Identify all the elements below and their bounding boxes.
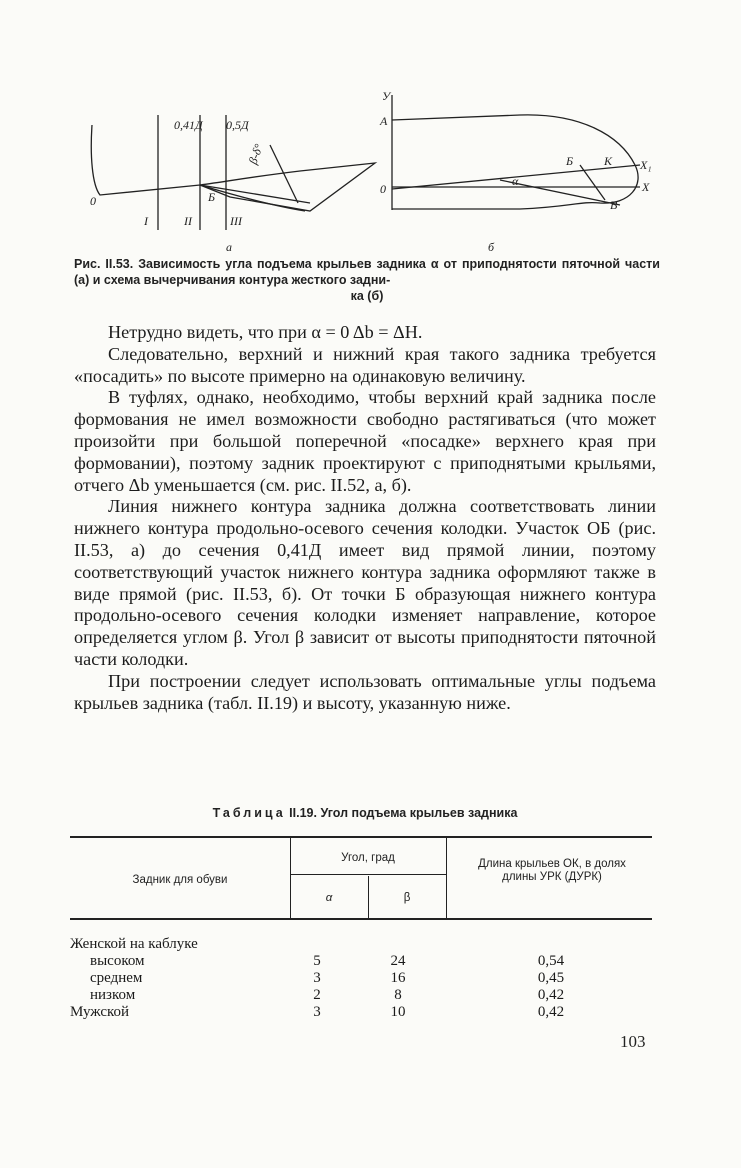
header-beta: β [403,892,411,904]
label-b-Y: У [382,89,391,103]
table-title-prefix: Таблица [212,806,286,820]
row-length: 0,42 [537,1004,565,1020]
row-alpha: 5 [313,953,321,969]
label-b-X: Х [642,180,650,194]
table-title [74,806,656,820]
paragraph-5: При построении следует использовать оптимальные углы подъема крыльев задника (табл. II.19) и высоту, указанную ниже. [74,670,656,713]
row-length: 0,45 [537,970,565,986]
table-row [70,936,652,953]
row-name: среднем [90,970,143,986]
row-alpha: 3 [313,970,321,986]
table-divider-1 [290,836,291,918]
row-name: низком [90,987,136,1003]
angle-table [70,836,652,1026]
table-sub-rule [290,874,446,875]
header-col1: Задник для обуви [132,874,228,886]
figure-caption [74,256,660,304]
table-divider-2 [446,836,447,918]
table-top-rule [70,836,652,838]
label-a-041: 0,41Д [174,118,203,132]
header-length: Длина крыльев ОК, в долях длины УРК (ДУРК) [478,858,626,883]
caption-last: ка (б) [350,289,384,303]
row-name: Мужской [70,1004,130,1020]
table-header-rule [70,918,652,920]
label-a-angle: β-δ° [245,142,266,167]
panel-a-label: а [226,240,232,254]
label-b-O: 0 [380,182,386,196]
label-b-A: А [380,114,388,128]
row-beta: 10 [390,1004,406,1020]
row-length: 0,54 [537,953,565,969]
paragraph-3: В туфлях, однако, необходимо, чтобы верхний край задника после формования не имел возможности свободно растягиваться (что может произойти при большой поперечной «посадке» верхнего края при формовании), поэтому задник проектируют с приподнятыми крыльями, отчего Δb уменьшается (см. рис. II.52, а, б). [74,387,656,495]
label-b-V: В [610,198,618,212]
label-b-X1: Х₁ [640,158,652,172]
label-a-B: Б [208,190,216,204]
table-row [70,970,652,987]
label-b-B: Б [566,154,574,168]
row-name: высоком [90,953,145,969]
row-beta: 8 [394,987,402,1003]
paragraph-2: Следовательно, верхний и нижний края такого задника требуется «посадить» по высоте примерно на одинаковую величину. [74,343,656,386]
label-b-K: К [604,154,612,168]
table-row [70,953,652,970]
body-text [74,322,656,714]
header-angle: Угол, град [341,852,395,864]
label-a-I: I [144,214,148,228]
paragraph-4: Линия нижнего контура задника должна соответствовать линии нижнего контура продольно-осевого сечения колодки. Участок ОБ (рис. II.53, а) до сечения 0,41Д имеет вид прямой линии, поэтому соответствующий участок нижнего контура задника оформляют также в виде прямой (рис. II.53, б). От точки Б образующая нижнего контура продольно-осевого сечения колодки изменяет направление, которое определяется углом β. Угол β зависит от высоты приподнятости пяточной части колодки. [74,496,656,669]
label-a-05: 0,5Д [226,118,249,132]
label-a-II: II [184,214,192,228]
label-a-O: 0 [90,194,96,208]
label-b-alpha: α [512,174,519,188]
figure-ii-53 [80,85,660,255]
header-alpha: α [325,892,333,904]
paragraph-1: Нетрудно видеть, что при α = 0 Δb = ΔH. [108,322,423,342]
row-length: 0,42 [537,987,565,1003]
row-alpha: 3 [313,1004,321,1020]
table-title-rest: II.19. Угол подъема крыльев задника [285,806,518,820]
row-name: Женской на каблуке [70,936,198,952]
table-row [70,987,652,1004]
panel-b-label: б [488,240,495,254]
label-a-III: III [230,214,242,228]
page-number: 103 [620,1032,646,1051]
table-row [70,1004,652,1021]
row-beta: 24 [390,953,406,969]
caption-text: Рис. II.53. Зависимость угла подъема крыльев задника α от приподнятости пяточной части (а) и схема вычерчивания контура жесткого задни- [74,257,660,287]
figure-drawing [80,85,660,255]
row-alpha: 2 [313,987,321,1003]
row-beta: 16 [390,970,406,986]
